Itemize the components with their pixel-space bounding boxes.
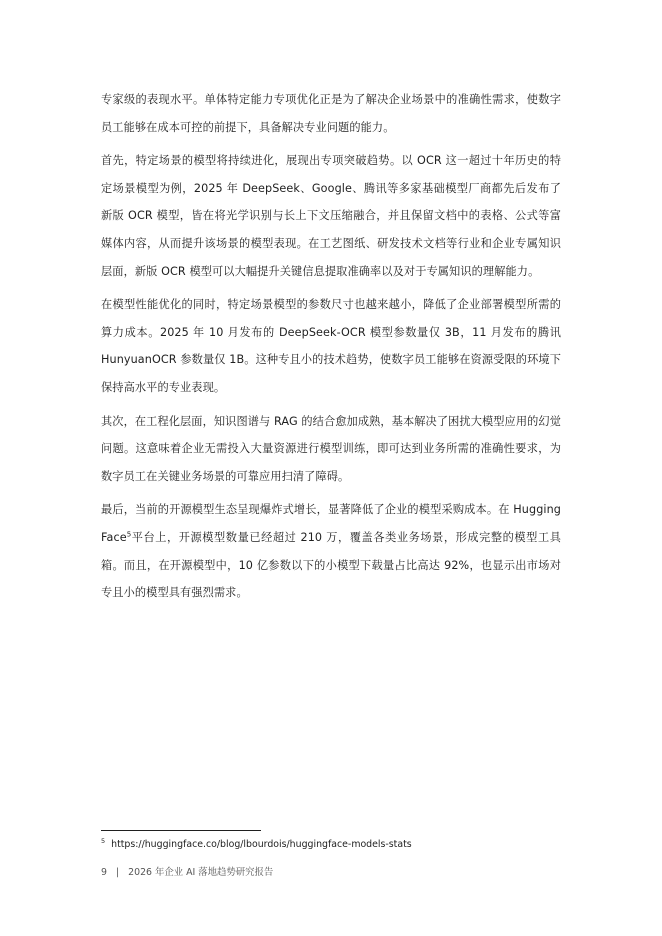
report-title: 2026 年企业 AI 落地趋势研究报告	[128, 867, 274, 878]
page-footer	[101, 866, 273, 880]
paragraph-2: 首先，特定场景的模型将持续进化，展现出专项突破趋势。以 OCR 这一超过十年历史的特定场景模型为例，2025 年 DeepSeek、Google、腾讯等多家基础模型厂商都先后发布了新版 OCR 模型，皆在将光学识别与长上下文压缩融合，并且保留文档中的表格、公式等富媒体内容，从而提升该场景的模型表现。在工艺图纸、研发技术文档等行业和企业专属知识层面，新版 OCR 模型可以大幅提升关键信息提取准确率以及对于专属知识的理解能力。	[101, 154, 561, 278]
footnote-reference-mark[interactable]: 5	[126, 530, 132, 539]
footnote-mark: 5	[101, 836, 106, 845]
body-text	[101, 86, 561, 613]
page-number: 9	[101, 867, 107, 878]
paragraph-4: 其次，在工程化层面，知识图谱与 RAG 的结合愈加成熟，基本解决了困扰大模型应用的幻觉问题。这意味着企业无需投入大量资源进行模型训练，即可达到业务所需的准确性要求，为数字员工在关键业务场景的可靠应用扫清了障碍。	[101, 414, 561, 483]
footer-separator: |	[115, 867, 120, 878]
paragraph-5-text-after-ref: 平台上，开源模型数量已经超过 210 万，覆盖各类业务场景，形成完整的模型工具箱。而且，在开源模型中，10 亿参数以下的小模型下载量占比高达 92%，也显示出市场对专且小的模型具有强烈需求。	[101, 530, 561, 600]
paragraph-5-text-before-ref: 最后，当前的开源模型生态呈现爆炸式增长，显著降低了企业的模型采购成本。在 Hugging Face	[101, 503, 561, 544]
footnote	[101, 838, 412, 852]
footnote-url[interactable]: https://huggingface.co/blog/lbourdois/huggingface-models-stats	[111, 839, 412, 850]
footnote-divider	[101, 830, 261, 831]
paragraph-5	[101, 496, 561, 606]
paragraph-1: 专家级的表现水平。单体特定能力专项优化正是为了解决企业场景中的准确性需求，使数字员工能够在成本可控的前提下，具备解决专业问题的能力。	[101, 93, 561, 134]
paragraph-3: 在模型性能优化的同时，特定场景模型的参数尺寸也越来越小，降低了企业部署模型所需的算力成本。2025 年 10 月发布的 DeepSeek-OCR 模型参数量仅 3B，11 月发布的腾讯 HunyuanOCR 参数量仅 1B。这种专且小的技术趋势，使数字员工能够在资源受限的环境下保持高水平的专业表现。	[101, 298, 561, 394]
